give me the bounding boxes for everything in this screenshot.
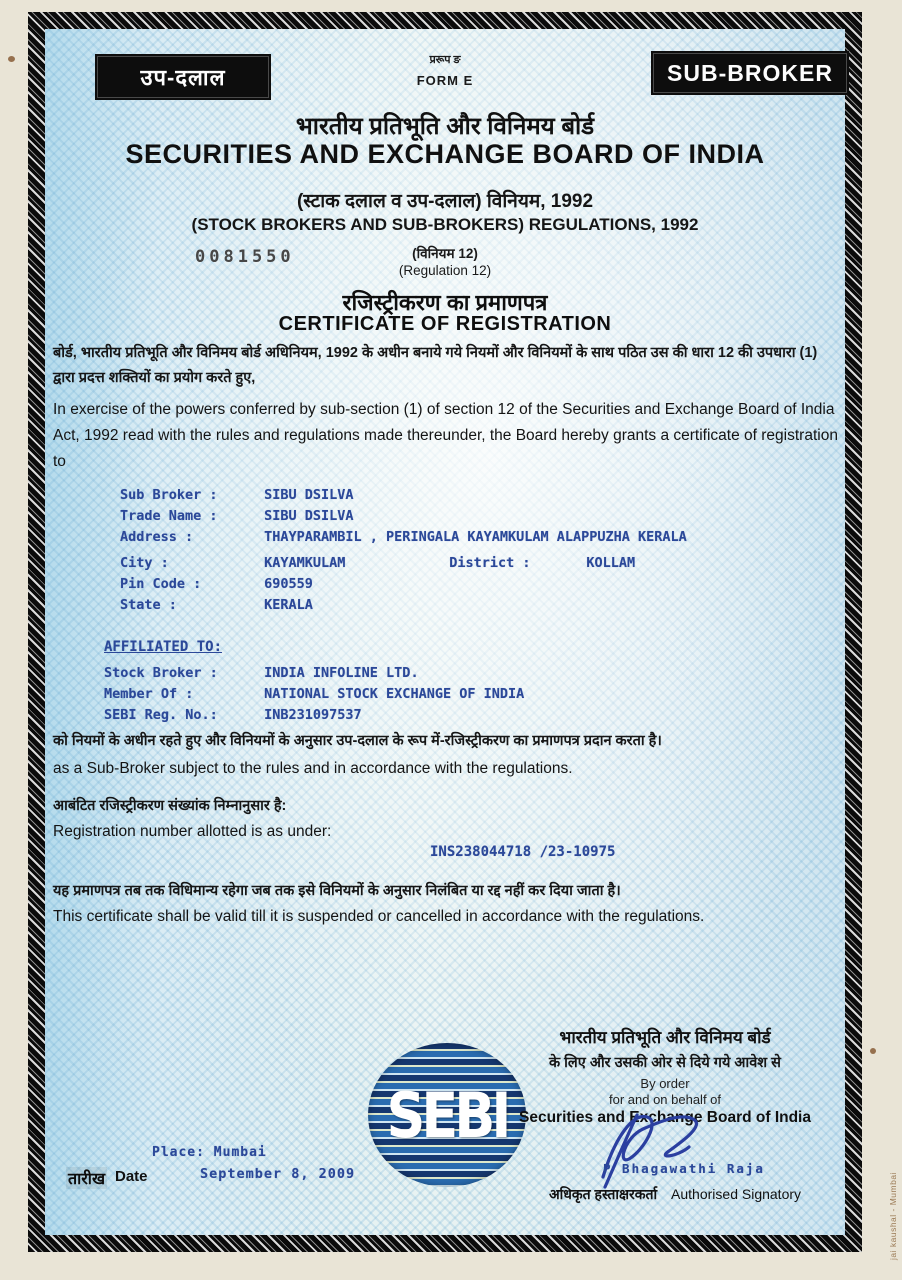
signing-board-english: Securities and Exchange Board of India xyxy=(519,1109,811,1126)
affiliated-to-heading: AFFILIATED TO: xyxy=(104,639,223,655)
affiliation-details xyxy=(104,665,524,728)
field-value: NATIONAL STOCK EXCHANGE OF INDIA xyxy=(264,686,525,702)
regulations-title-english: (STOCK BROKERS AND SUB-BROKERS) REGULATIONS, 1992 xyxy=(191,215,699,234)
printer-credit: jai kaushal - Mumbai xyxy=(888,1172,898,1260)
regulation-12-hindi: (विनियम 12) xyxy=(412,246,478,261)
holder-details xyxy=(120,487,687,618)
by-order-text: By order xyxy=(640,1076,690,1091)
field-label: Sub Broker : xyxy=(120,487,218,503)
allotment-text-english: Registration number allotted is as under: xyxy=(53,823,332,840)
field-stock-broker xyxy=(104,665,524,686)
place-label: Place: xyxy=(152,1145,205,1160)
field-trade-name xyxy=(120,508,687,529)
grant-text-hindi: को नियमों के अधीन रहते हुए और विनियमों के अनुसार उप-दलाल के रूप में-रजिस्ट्रीकरण का प्रमाणपत्र प्रदान करता है। xyxy=(53,733,662,749)
date-label-hindi: तारीख xyxy=(66,1167,107,1189)
field-state xyxy=(120,597,687,618)
field-value: INDIA INFOLINE LTD. xyxy=(264,665,419,681)
field-label: Member Of : xyxy=(104,686,194,702)
paper-stain xyxy=(870,1048,876,1054)
subbroker-badge: SUB-BROKER xyxy=(653,53,847,93)
form-label xyxy=(345,52,545,88)
validity-text-english: This certificate shall be valid till it is suspended or cancelled in accordance with the regulations. xyxy=(53,908,705,925)
designation-hindi: अधिकृत हस्ताक्षरकर्ता xyxy=(548,1186,658,1202)
preamble-hindi: बोर्ड, भारतीय प्रतिभूति और विनिमय बोर्ड अधिनियम, 1992 के अधीन बनाये गये नियमों और विनियमों के साथ पठित उस की धारा 12 की उपधारा (1) द्वारा प्रदत्त शक्तियों का प्रयोग करते हुए, xyxy=(53,345,818,386)
field-member-of xyxy=(104,686,524,707)
designation-english: Authorised Signatory xyxy=(671,1186,802,1202)
field-label: District : xyxy=(449,555,531,571)
certificate-heading-hindi: रजिस्ट्रीकरण का प्रमाणपत्र xyxy=(342,290,548,315)
field-label: SEBI Reg. No.: xyxy=(104,707,218,723)
field-sebi-reg-no xyxy=(104,707,524,728)
place-value: Mumbai xyxy=(213,1145,267,1160)
field-label: Stock Broker : xyxy=(104,665,218,681)
date-label-english: Date xyxy=(115,1168,148,1185)
signatory-designation xyxy=(515,1185,835,1204)
grant-text-english: as a Sub-Broker subject to the rules and in accordance with the regulations. xyxy=(53,760,573,777)
field-label: Address : xyxy=(120,529,194,545)
date-value: September 8, 2009 xyxy=(200,1166,356,1182)
field-value: KAYAMKULAM xyxy=(264,555,346,571)
form-label-english: FORM E xyxy=(416,73,474,88)
field-sub-broker xyxy=(120,487,687,508)
signing-behalf-hindi: के लिए और उसकी ओर से दिये गये आवेश से xyxy=(549,1055,781,1071)
allotment-text-hindi: आबंटित रजिस्ट्रीकरण संख्यांक निम्नानुसार है: xyxy=(53,798,287,814)
field-value: KOLLAM xyxy=(586,555,636,571)
field-label: State : xyxy=(120,597,177,613)
field-city-district xyxy=(120,555,687,576)
field-label: City : xyxy=(120,555,169,571)
for-behalf-text: for and on behalf of xyxy=(608,1092,722,1107)
place-line xyxy=(152,1145,267,1160)
field-value: SIBU DSILVA xyxy=(264,508,354,524)
field-value: SIBU DSILVA xyxy=(264,487,354,503)
field-address xyxy=(120,529,687,550)
form-label-hindi: प्ररूप ङ xyxy=(429,54,461,66)
signing-board-hindi: भारतीय प्रतिभूति और विनिमय बोर्ड xyxy=(559,1028,771,1047)
signature-scrawl xyxy=(585,1107,735,1192)
field-value: 690559 xyxy=(264,576,313,592)
field-value: THAYPARAMBIL , PERINGALA KAYAMKULAM ALAPPUZHA KERALA xyxy=(264,529,687,545)
certificate-body xyxy=(45,29,845,1235)
certificate-heading-english: CERTIFICATE OF REGISTRATION xyxy=(278,313,612,335)
sebi-logo-letters: SEBI xyxy=(386,1078,508,1152)
registration-number: INS238044718 /23-10975 xyxy=(430,844,616,860)
regulation-12-english: (Regulation 12) xyxy=(398,263,492,278)
paper-stain xyxy=(8,56,15,62)
regulations-title-hindi: (स्टाक दलाल व उप-दलाल) विनियम, 1992 xyxy=(296,191,594,212)
field-value: INB231097537 xyxy=(264,707,362,723)
field-pin-code xyxy=(120,576,687,597)
serial-number: 0081550 xyxy=(195,247,295,267)
field-label: Trade Name : xyxy=(120,508,218,524)
preamble-english: In exercise of the powers conferred by sub-section (1) of section 12 of the Securities and Exchange Board of India Act, 1992 read with the rules and regulations made thereunder, the Board hereby grants a certificate of registration to xyxy=(53,401,838,470)
field-value: KERALA xyxy=(264,597,313,613)
board-title-hindi: भारतीय प्रतिभूति और विनिमय बोर्ड xyxy=(295,113,595,140)
field-label: Pin Code : xyxy=(120,576,202,592)
hindi-subbroker-badge: उप-दलाल xyxy=(97,56,269,98)
signatory-name: P Bhagawathi Raja xyxy=(603,1161,765,1176)
board-title-english: SECURITIES AND EXCHANGE BOARD OF INDIA xyxy=(125,139,765,169)
validity-text-hindi: यह प्रमाणपत्र तब तक विधिमान्य रहेगा जब तक इसे विनियमों के अनुसार निलंबित या रद्द नहीं कर दिया जाता है। xyxy=(53,883,621,899)
